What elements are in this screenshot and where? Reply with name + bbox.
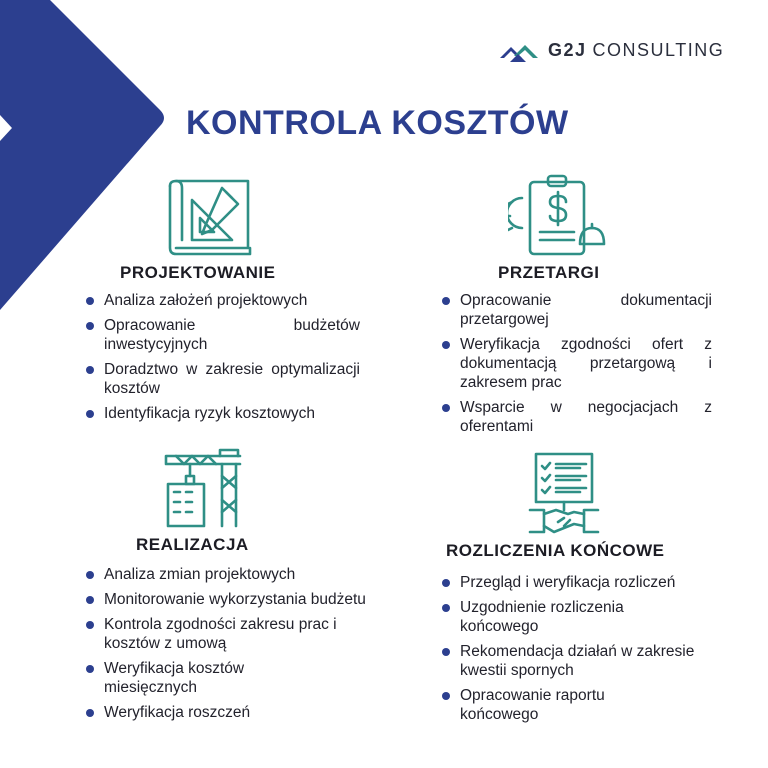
list-item: Identyfikacja ryzyk kosztowych <box>84 404 360 423</box>
list-projektowanie <box>84 291 360 429</box>
clipboard-dollar-icon <box>508 172 608 258</box>
list-item: Analiza zmian projektowych <box>84 565 370 584</box>
list-item: Rekomendacja działań w zakresie kwestii spornych <box>440 642 710 680</box>
list-item: Opracowanie raportu końcowego <box>440 686 680 724</box>
section-title-przetargi: PRZETARGI <box>498 263 600 282</box>
list-realizacja <box>84 565 370 728</box>
list-item: Przegląd i weryfikacja rozliczeń <box>440 573 730 592</box>
blueprint-drafting-icon <box>162 178 254 258</box>
crane-building-icon <box>162 446 246 528</box>
list-item: Opracowanie budżetów inwestycyjnych <box>84 316 360 354</box>
list-item: Analiza założeń projektowych <box>84 291 360 310</box>
list-item: Opracowanie dokumentacji przetargowej <box>440 291 712 329</box>
logo-mark-icon <box>498 36 540 64</box>
list-przetargi <box>440 291 712 442</box>
list-item: Uzgodnienie rozliczenia końcowego <box>440 598 680 636</box>
list-item: Monitorowanie wykorzystania budżetu <box>84 590 370 609</box>
section-title-rozliczenia: ROZLICZENIA KOŃCOWE <box>446 541 665 560</box>
list-item: Weryfikacja roszczeń <box>84 703 370 722</box>
page-title: KONTROLA KOSZTÓW <box>186 104 569 142</box>
brand-name-bold: G2J <box>548 39 587 60</box>
brand-name <box>548 40 724 61</box>
list-item: Weryfikacja kosztów miesięcznych <box>84 659 304 697</box>
list-item: Wsparcie w negocjacjach z oferentami <box>440 398 712 436</box>
brand-logo <box>498 36 724 64</box>
section-title-projektowanie: PROJEKTOWANIE <box>120 263 276 282</box>
list-item: Kontrola zgodności zakresu prac i kosztów z umową <box>84 615 370 653</box>
list-item: Weryfikacja zgodności ofert z dokumentacją przetargową i zakresem prac <box>440 335 712 392</box>
list-rozliczenia <box>440 573 730 730</box>
list-item: Doradztwo w zakresie optymalizacji kosztów <box>84 360 360 398</box>
checklist-handshake-icon <box>528 452 600 538</box>
brand-name-rest: CONSULTING <box>592 39 725 60</box>
section-title-realizacja: REALIZACJA <box>136 535 249 554</box>
